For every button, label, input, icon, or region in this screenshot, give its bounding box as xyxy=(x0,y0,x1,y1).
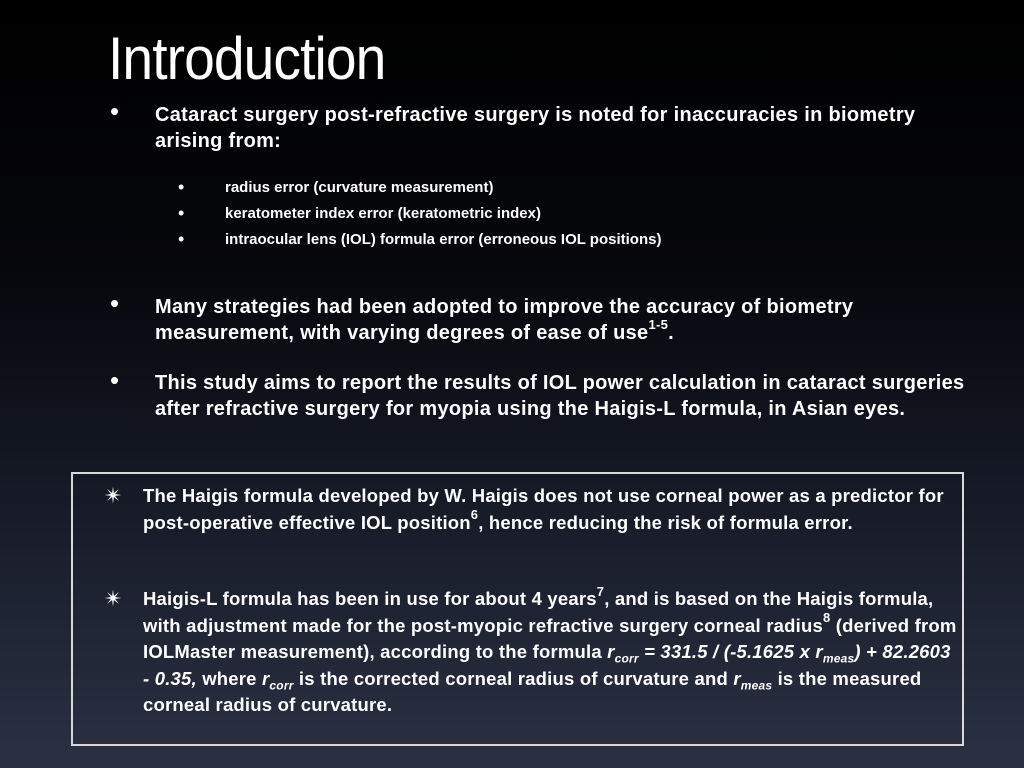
formula-r: r xyxy=(607,641,615,662)
bullet-2-tail: . xyxy=(668,322,675,344)
bullet-3-text: This study aims to report the results of IOL power calculation in cataract surgeries after refractive surgery for myopia using the Haigis-L formula, in Asian eyes. xyxy=(155,372,965,420)
sub-bullet-3: intraocular lens (IOL) formula error (erroneous IOL positions) xyxy=(225,231,662,248)
sub-bullet-2: keratometer index error (keratometric index) xyxy=(225,205,541,222)
var-sub-corr: corr xyxy=(269,678,294,693)
citation-superscript: 7 xyxy=(596,583,605,599)
sub-bullet-1: radius error (curvature measurement) xyxy=(225,179,494,196)
sub-bullet-dot: • xyxy=(178,229,185,249)
star-bullet-icon: ✴ xyxy=(104,483,123,508)
bullet-dot: • xyxy=(110,365,120,395)
sub-bullet-dot: • xyxy=(178,177,185,197)
box-item-2-part-b: , and is based on the Haigis formula, with adjustment made for the post-myopic refractive surgery corneal radius xyxy=(143,588,934,636)
formula-eq-1: = 331.5 / (-5.1625 x xyxy=(638,641,816,662)
bullet-dot: • xyxy=(110,96,120,126)
bullet-1-text: Cataract surgery post-refractive surgery is noted for inaccuracies in biometry arising from: xyxy=(155,104,916,152)
star-bullet-icon: ✴ xyxy=(104,586,123,611)
citation-superscript: 1-5 xyxy=(648,317,669,333)
var-r: r xyxy=(733,667,741,689)
box-item-2-part-a: Haigis-L formula has been in use for about 4 years xyxy=(143,588,597,609)
box-item-2-part-d: where xyxy=(196,667,263,689)
formula-r: r xyxy=(815,641,823,662)
bullet-2-body: Many strategies had been adopted to improve the accuracy of biometry measurement, with varying degrees of ease of use xyxy=(155,296,854,344)
box-item-2-part-e: is the corrected corneal radius of curvature and xyxy=(293,667,734,689)
box-item-1-body: The Haigis formula developed by W. Haigis does not use corneal power as a predictor for post-operative effective IOL position xyxy=(143,485,944,533)
var-r-corr xyxy=(262,667,294,693)
box-item-1-tail: , hence reducing the risk of formula error. xyxy=(478,511,853,533)
box-item-2-part-f: is the measured corneal radius of curvature. xyxy=(143,667,922,715)
formula-eq-2: ) + 82.2603 - 0.35, xyxy=(143,641,951,689)
box-item-2-text xyxy=(143,583,961,719)
citation-superscript: 6 xyxy=(470,507,479,523)
sub-bullet-dot: • xyxy=(178,203,185,223)
citation-superscript: 8 xyxy=(822,610,831,626)
slide-title: Introduction xyxy=(108,25,386,92)
bullet-dot: • xyxy=(110,288,120,318)
var-sub-meas: meas xyxy=(740,678,773,693)
formula-sub-corr: corr xyxy=(614,651,639,666)
formula-sub-meas: meas xyxy=(822,651,855,666)
box-item-2-part-c: (derived from IOLMaster measurement), according to the formula xyxy=(143,614,957,662)
box-item-1-text xyxy=(143,483,961,536)
var-r: r xyxy=(262,667,270,689)
var-r-meas xyxy=(733,667,773,693)
bullet-2-text xyxy=(155,294,985,346)
